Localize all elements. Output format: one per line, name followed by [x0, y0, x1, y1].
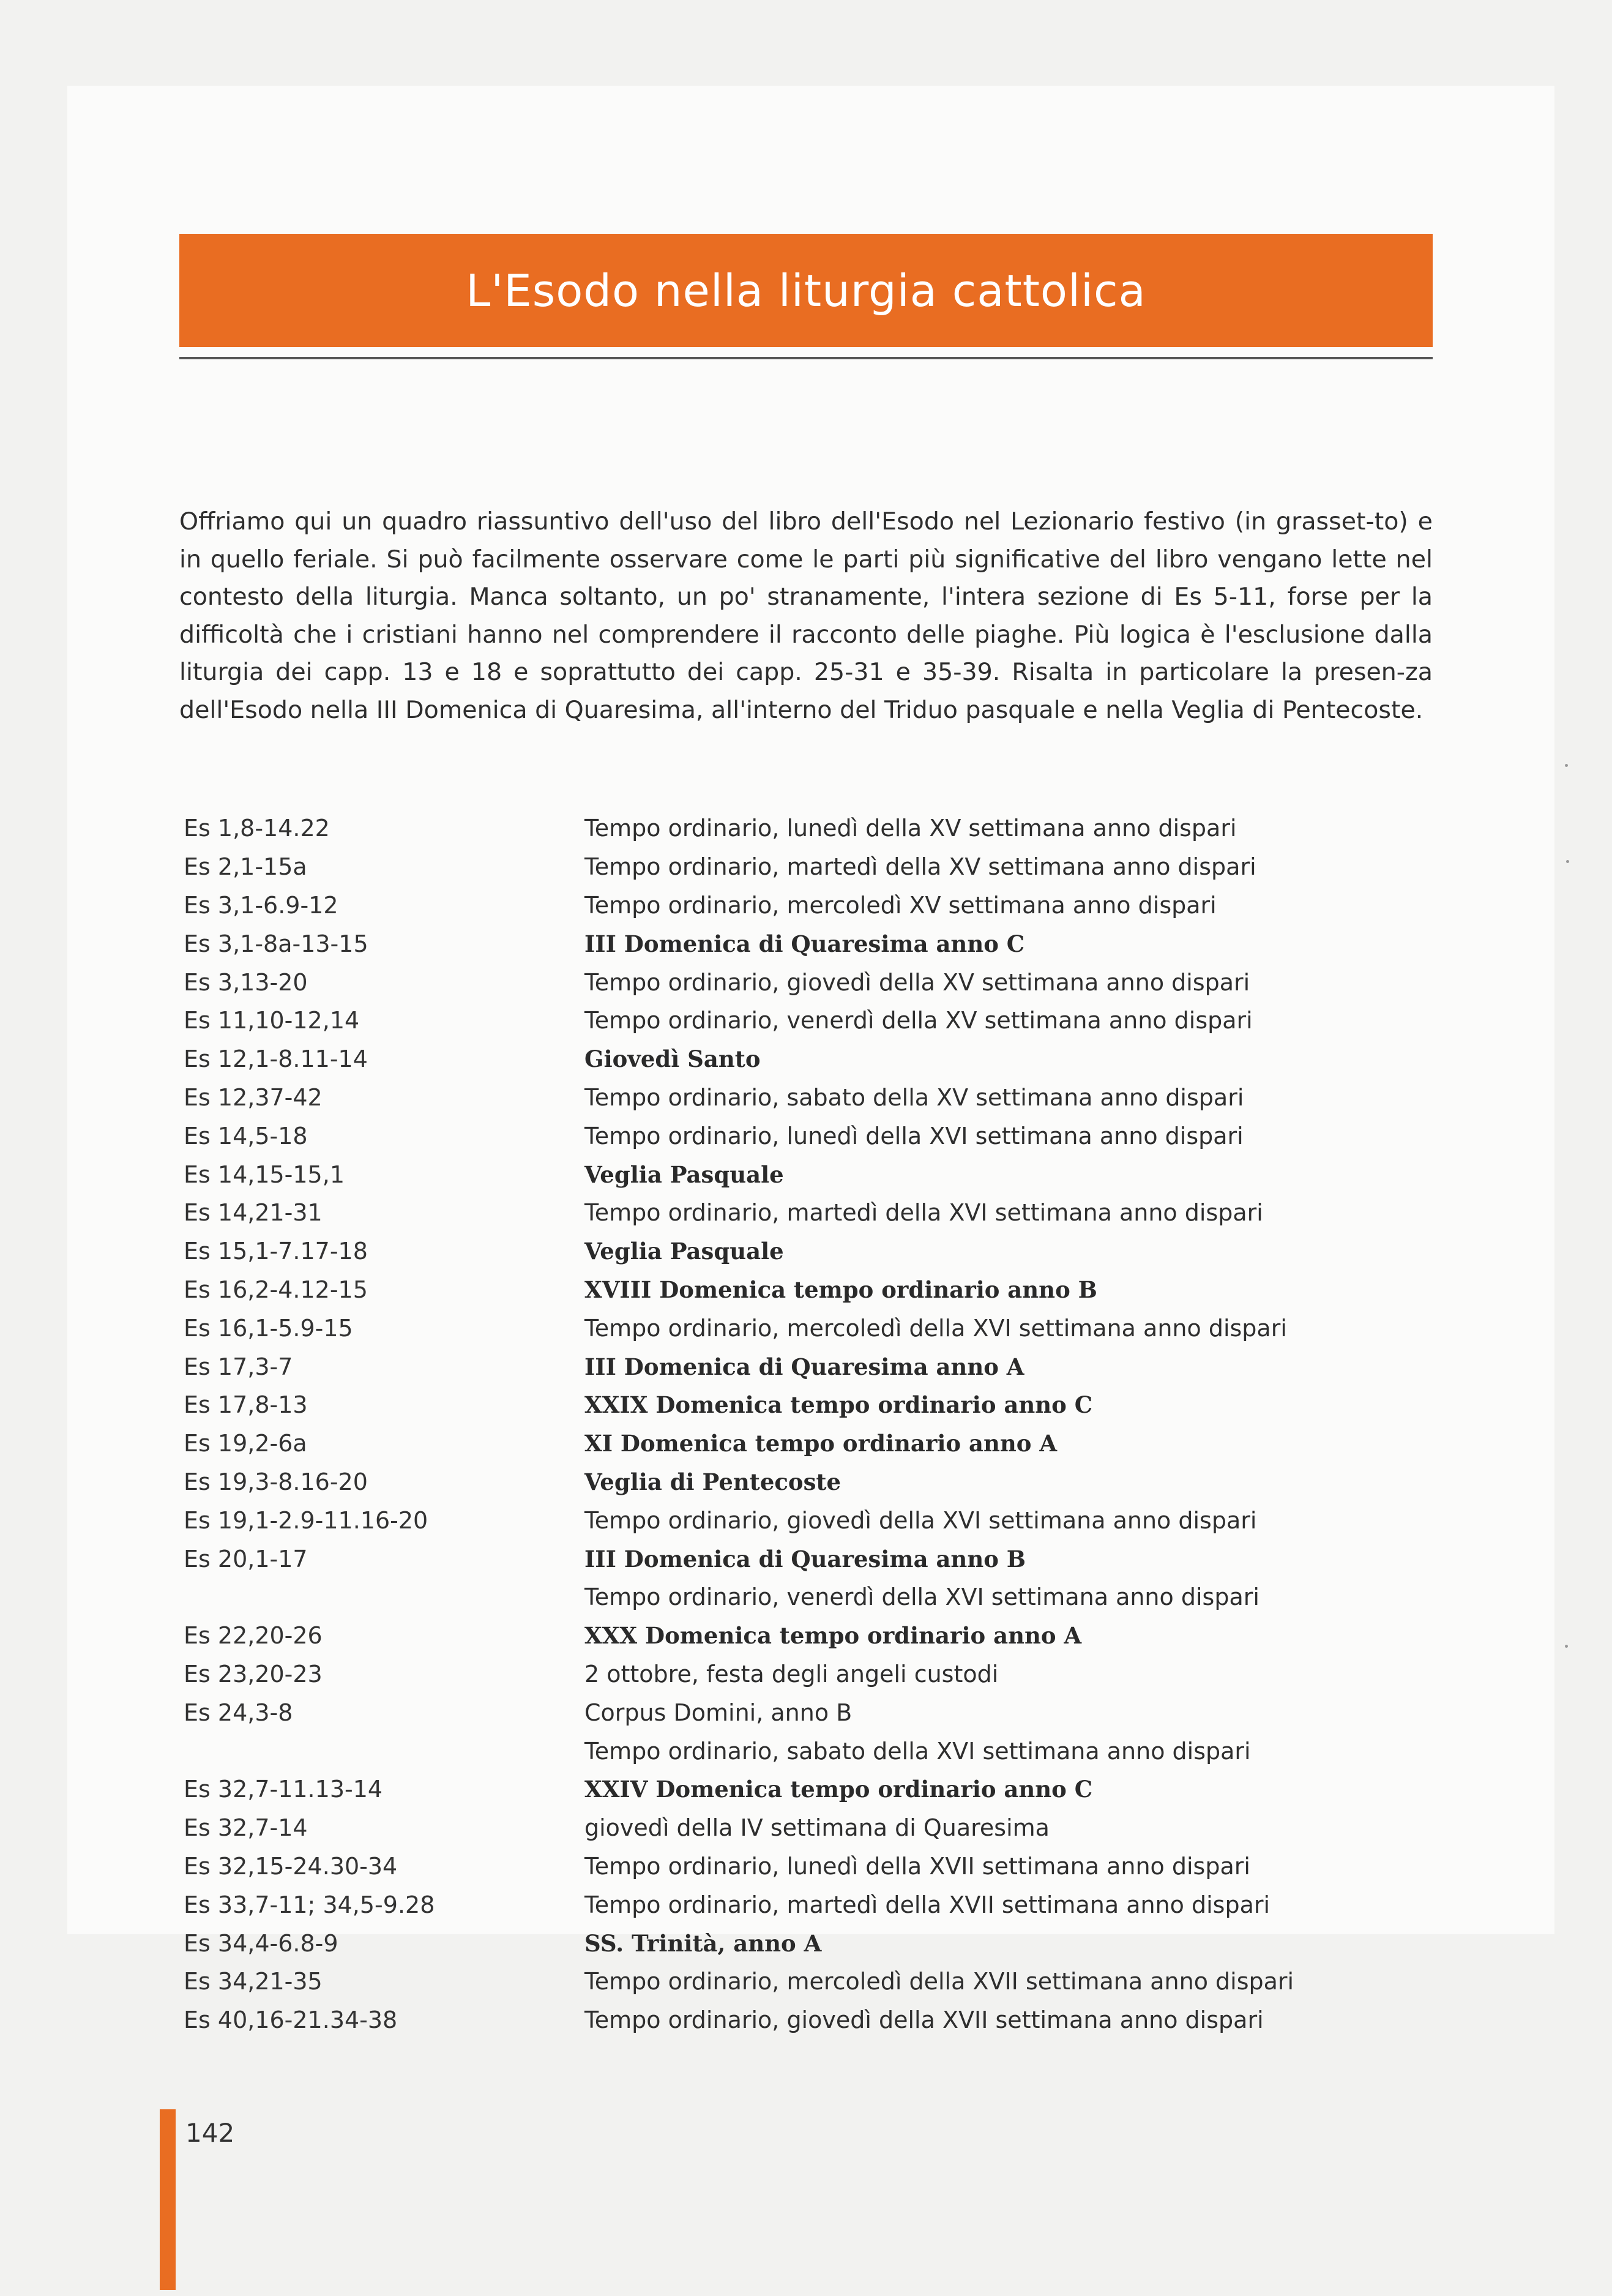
reading-reference: Es 3,1-8a-13-15: [184, 930, 368, 957]
reading-row: [184, 1578, 1438, 1617]
reading-reference: Es 12,37-42: [184, 1083, 323, 1111]
reading-row: [184, 1655, 1438, 1694]
reading-row: [184, 1809, 1438, 1847]
reading-row: [184, 1501, 1438, 1539]
feast-liturgy: III Domenica di Quaresima anno A: [584, 1353, 1024, 1380]
reading-reference: Es 3,1-6.9-12: [184, 891, 338, 919]
reading-reference: Es 22,20-26: [184, 1622, 323, 1650]
reading-reference: Es 11,10-12,14: [184, 1007, 360, 1034]
reading-reference: Es 16,2-4.12-15: [184, 1276, 368, 1303]
reading-row: [184, 1732, 1438, 1770]
feast-liturgy: Giovedì Santo: [584, 1045, 761, 1073]
weekday-liturgy: giovedì della IV settimana di Quaresima: [584, 1814, 1050, 1842]
reading-row: [184, 1271, 1438, 1309]
reading-reference: Es 32,7-14: [184, 1814, 308, 1842]
feast-liturgy: III Domenica di Quaresima anno B: [584, 1545, 1026, 1572]
weekday-liturgy: Corpus Domini, anno B: [584, 1699, 853, 1726]
scan-speck: [1566, 860, 1569, 863]
reading-row: [184, 963, 1438, 1001]
reading-reference: Es 40,16-21.34-38: [184, 2006, 398, 2034]
reading-row: [184, 1079, 1438, 1117]
weekday-liturgy: Tempo ordinario, lunedì della XVI settimana anno dispari: [584, 1122, 1244, 1150]
footer-accent-bar: [160, 2109, 176, 2290]
weekday-liturgy: Tempo ordinario, venerdì della XV settimana anno dispari: [584, 1007, 1253, 1034]
reading-row: [184, 1386, 1438, 1424]
reading-reference: Es 19,2-6a: [184, 1430, 307, 1457]
reading-row: [184, 886, 1438, 925]
feast-liturgy: XVIII Domenica tempo ordinario anno B: [584, 1276, 1097, 1303]
scan-speck: [1565, 1645, 1568, 1648]
weekday-liturgy: Tempo ordinario, giovedì della XVII settimana anno dispari: [584, 2006, 1264, 2034]
weekday-liturgy: Tempo ordinario, sabato della XVI settimana anno dispari: [584, 1737, 1251, 1765]
reading-row: [184, 1155, 1438, 1194]
weekday-liturgy: Tempo ordinario, mercoledì XV settimana anno dispari: [584, 891, 1217, 919]
reading-reference: Es 34,21-35: [184, 1968, 323, 1995]
page-title: L'Esodo nella liturgia cattolica: [466, 264, 1146, 316]
reading-row: [184, 1232, 1438, 1271]
title-rule: [179, 357, 1433, 359]
reading-row: [184, 1001, 1438, 1040]
reading-reference: Es 3,13-20: [184, 968, 308, 996]
reading-row: [184, 1962, 1438, 2001]
feast-liturgy: III Domenica di Quaresima anno C: [584, 930, 1025, 957]
reading-reference: Es 32,15-24.30-34: [184, 1852, 398, 1880]
weekday-liturgy: Tempo ordinario, martedì della XVII settimana anno dispari: [584, 1891, 1271, 1918]
reading-reference: Es 14,21-31: [184, 1199, 323, 1227]
weekday-liturgy: Tempo ordinario, giovedì della XVI settimana anno dispari: [584, 1506, 1257, 1534]
reading-row: [184, 1539, 1438, 1578]
reading-reference: Es 12,1-8.11-14: [184, 1045, 368, 1073]
weekday-liturgy: 2 ottobre, festa degli angeli custodi: [584, 1660, 999, 1688]
reading-reference: Es 23,20-23: [184, 1660, 323, 1688]
reading-reference: Es 24,3-8: [184, 1699, 293, 1726]
reading-reference: Es 19,1-2.9-11.16-20: [184, 1506, 428, 1534]
scan-speck: [1565, 764, 1568, 767]
reading-row: [184, 1309, 1438, 1347]
reading-row: [184, 1847, 1438, 1886]
weekday-liturgy: Tempo ordinario, lunedì della XVII settimana anno dispari: [584, 1852, 1250, 1880]
reading-reference: Es 17,8-13: [184, 1391, 308, 1419]
reading-row: [184, 1040, 1438, 1079]
reading-row: [184, 1116, 1438, 1155]
feast-liturgy: XXX Domenica tempo ordinario anno A: [584, 1622, 1082, 1650]
reading-row: [184, 924, 1438, 963]
weekday-liturgy: Tempo ordinario, martedì della XVI settimana anno dispari: [584, 1199, 1263, 1227]
feast-liturgy: XXIV Domenica tempo ordinario anno C: [584, 1776, 1093, 1803]
reading-row: [184, 1885, 1438, 1924]
reading-reference: Es 1,8-14.22: [184, 815, 330, 842]
weekday-liturgy: Tempo ordinario, giovedì della XV settimana anno dispari: [584, 968, 1250, 996]
weekday-liturgy: Tempo ordinario, sabato della XV settimana anno dispari: [584, 1083, 1244, 1111]
reading-row: [184, 1617, 1438, 1655]
reading-reference: Es 20,1-17: [184, 1545, 308, 1572]
feast-liturgy: XXIX Domenica tempo ordinario anno C: [584, 1391, 1093, 1419]
reading-row: [184, 1194, 1438, 1232]
feast-liturgy: Veglia Pasquale: [584, 1238, 784, 1265]
feast-liturgy: SS. Trinità, anno A: [584, 1929, 822, 1957]
reading-reference: Es 14,5-18: [184, 1122, 308, 1150]
reading-row: [184, 1463, 1438, 1501]
reading-row: [184, 848, 1438, 886]
reading-row: [184, 1347, 1438, 1386]
readings-table: [184, 809, 1438, 2040]
reading-reference: Es 16,1-5.9-15: [184, 1314, 353, 1342]
intro-paragraph: Offriamo qui un quadro riassuntivo dell'uso del libro dell'Esodo nel Lezionario festivo (in grasset-to) e in quello feriale. Si può facilmente osservare come le parti più significative del libro vengano lette nel contesto della liturgia. Manca soltanto, un po' stranamente, l'intera sezione di Es 5-11, forse per la difficoltà che i cristiani hanno nel comprendere il racconto delle piaghe. Più logica è l'esclusione dalla liturgia dei capp. 13 e 18 e soprattutto dei capp. 25-31 e 35-39. Risalta in particolare la presen-za dell'Esodo nella III Domenica di Quaresima, all'interno del Triduo pasquale e nella Veglia di Pentecoste.: [179, 507, 1433, 724]
reading-row: [184, 1770, 1438, 1809]
reading-reference: Es 19,3-8.16-20: [184, 1468, 368, 1495]
title-banner: [179, 234, 1433, 347]
weekday-liturgy: Tempo ordinario, mercoledì della XVI settimana anno dispari: [584, 1314, 1287, 1342]
reading-reference: Es 14,15-15,1: [184, 1161, 345, 1188]
reading-reference: Es 32,7-11.13-14: [184, 1776, 383, 1803]
reading-reference: Es 17,3-7: [184, 1353, 293, 1380]
feast-liturgy: Veglia Pasquale: [584, 1161, 784, 1188]
reading-reference: Es 2,1-15a: [184, 853, 307, 881]
reading-row: [184, 1924, 1438, 1962]
page-number: 142: [185, 2118, 235, 2148]
reading-row: [184, 2001, 1438, 2040]
weekday-liturgy: Tempo ordinario, lunedì della XV settimana anno dispari: [584, 815, 1237, 842]
weekday-liturgy: Tempo ordinario, mercoledì della XVII settimana anno dispari: [584, 1968, 1294, 1995]
weekday-liturgy: Tempo ordinario, venerdì della XVI settimana anno dispari: [584, 1584, 1259, 1611]
reading-row: [184, 1424, 1438, 1463]
reading-row: [184, 1693, 1438, 1732]
reading-row: [184, 809, 1438, 848]
feast-liturgy: XI Domenica tempo ordinario anno A: [584, 1430, 1058, 1457]
reading-reference: Es 34,4-6.8-9: [184, 1929, 338, 1957]
reading-reference: Es 15,1-7.17-18: [184, 1238, 368, 1265]
weekday-liturgy: Tempo ordinario, martedì della XV settimana anno dispari: [584, 853, 1256, 881]
reading-reference: Es 33,7-11; 34,5-9.28: [184, 1891, 435, 1918]
feast-liturgy: Veglia di Pentecoste: [584, 1468, 841, 1495]
